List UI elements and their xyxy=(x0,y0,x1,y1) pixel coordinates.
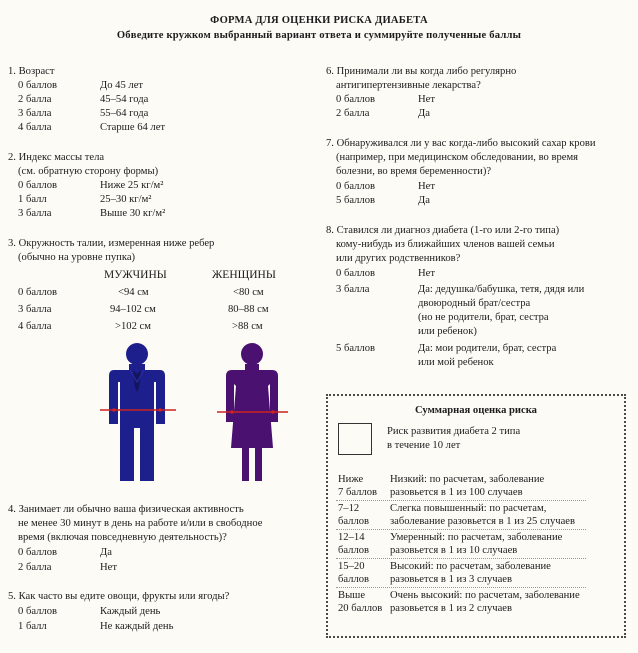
option-score: 3 балла xyxy=(336,284,370,295)
option-value: двоюродный брат/сестра xyxy=(418,298,531,309)
risk-description: Низкий: по расчетам, заболевание xyxy=(390,474,545,485)
option-value: Старше 64 лет xyxy=(100,122,166,133)
women-waist-value: 80–88 см xyxy=(228,304,269,315)
option-value: Выше 30 кг/м² xyxy=(100,208,166,219)
divider xyxy=(336,587,586,588)
women-waist-value: <80 см xyxy=(233,287,264,298)
women-waist-value: >88 см xyxy=(232,321,263,332)
option-score: 0 баллов xyxy=(336,181,376,192)
option-score: 1 балл xyxy=(18,194,47,205)
option-value: Да xyxy=(418,108,430,119)
option-score: 3 балла xyxy=(18,108,52,119)
option-score: 4 балла xyxy=(18,122,52,133)
question-meds-line1: 6. Принимали ли вы когда либо регулярно xyxy=(326,66,517,77)
risk-score-range: Ниже xyxy=(338,474,364,485)
risk-description: заболевание разовьется в 1 из 25 случаев xyxy=(390,516,575,527)
option-value: Каждый день xyxy=(100,606,161,617)
option-value: Нет xyxy=(100,562,117,573)
option-value: До 45 лет xyxy=(100,80,144,91)
option-score: 4 балла xyxy=(18,321,52,332)
option-score: 2 балла xyxy=(18,562,52,573)
question-family-line1: 8. Ставился ли диагноз диабета (1-го или 2-го типа) xyxy=(326,225,560,236)
option-score: 0 баллов xyxy=(18,606,58,617)
option-score: 0 баллов xyxy=(18,287,58,298)
risk-description: разовьется в 1 из 100 случаев xyxy=(390,487,523,498)
risk-score-range: 7 баллов xyxy=(338,487,378,498)
risk-score-range: баллов xyxy=(338,516,370,527)
risk-score-range: 15–20 xyxy=(338,561,365,572)
question-family-line3: или других родственников? xyxy=(336,253,461,264)
option-score: 2 балла xyxy=(336,108,370,119)
divider xyxy=(336,500,586,501)
men-label: МУЖЧИНЫ xyxy=(104,269,167,281)
risk-description: Высокий: по расчетам, заболевание xyxy=(390,561,551,572)
option-value: Нет xyxy=(418,94,435,105)
option-value: Нет xyxy=(418,268,435,279)
option-value: Да xyxy=(100,547,112,558)
option-score: 0 баллов xyxy=(18,180,58,191)
risk-score-range: 20 баллов xyxy=(338,603,383,614)
form-subtitle: Обведите кружком выбранный вариант ответа и суммируйте полученные баллы xyxy=(116,30,522,41)
option-score: 3 балла xyxy=(18,208,52,219)
option-score: 0 баллов xyxy=(336,94,376,105)
risk-score-range: 7–12 xyxy=(338,503,360,514)
risk-score-range: 12–14 xyxy=(338,532,365,543)
option-value: 25–30 кг/м² xyxy=(100,194,152,205)
option-score: 5 баллов xyxy=(336,195,376,206)
total-score-box[interactable] xyxy=(338,423,372,455)
risk-score-range: баллов xyxy=(338,574,370,585)
risk-description: разовьется в 1 из 3 случаев xyxy=(390,574,512,585)
question-sugar-line3: болезни, во время беременности)? xyxy=(336,166,492,177)
divider xyxy=(336,529,586,530)
risk-description: Слегка повышенный: по расчетам, xyxy=(390,503,547,514)
risk-label-line2: в течение 10 лет xyxy=(387,440,461,451)
question-waist-note: (обычно на уровне пупка) xyxy=(18,252,136,263)
question-vegetables-title: 5. Как часто вы едите овощи, фрукты или ягоды? xyxy=(8,591,230,602)
option-score: 0 баллов xyxy=(18,80,58,91)
risk-description: Очень высокий: по расчетам, заболевание xyxy=(390,590,580,601)
form-title: ФОРМА ДЛЯ ОЦЕНКИ РИСКА ДИАБЕТА xyxy=(210,15,428,26)
option-value: Нет xyxy=(418,181,435,192)
divider xyxy=(336,558,586,559)
option-value: Ниже 25 кг/м² xyxy=(100,180,164,191)
men-waist-value: 94–102 см xyxy=(110,304,156,315)
question-age-title: 1. Возраст xyxy=(8,66,55,77)
question-bmi-title: 2. Индекс массы тела xyxy=(8,152,105,163)
risk-description: разовьется в 1 из 10 случаев xyxy=(390,545,518,556)
option-value: 45–54 года xyxy=(100,94,149,105)
risk-description: Умеренный: по расчетам, заболевание xyxy=(390,532,563,543)
option-value: 55–64 года xyxy=(100,108,149,119)
question-activity-line3: время (включая повседневную деятельность)? xyxy=(18,532,227,543)
question-meds-line2: антигипертензивные лекарства? xyxy=(336,80,481,91)
question-sugar-line2: (например, при медицинском обследовании, во время xyxy=(336,152,579,163)
body-figures xyxy=(90,336,295,486)
question-activity-line2: не менее 30 минут в день на работе и/или в свободное xyxy=(18,518,263,529)
risk-score-range: Выше xyxy=(338,590,366,601)
option-value: Да xyxy=(418,195,430,206)
option-value: или мой ребенок xyxy=(418,357,494,368)
summary-title: Суммарная оценка риска xyxy=(415,405,537,416)
women-label: ЖЕНЩИНЫ xyxy=(212,269,276,281)
question-family-line2: кому-нибудь из ближайших членов вашей семьи xyxy=(336,239,555,250)
men-waist-value: <94 см xyxy=(118,287,149,298)
option-value: (но не родители, брат, сестра xyxy=(418,312,549,323)
option-score: 5 баллов xyxy=(336,343,376,354)
option-value: Да: мои родители, брат, сестра xyxy=(418,343,557,354)
option-score: 0 баллов xyxy=(336,268,376,279)
option-score: 2 балла xyxy=(18,94,52,105)
question-bmi-note: (см. обратную сторону формы) xyxy=(18,166,159,177)
question-sugar-line1: 7. Обнаруживался ли у вас когда-либо высокий сахар крови xyxy=(326,138,596,149)
question-waist-title: 3. Окружность талии, измеренная ниже ребер xyxy=(8,238,215,249)
option-score: 3 балла xyxy=(18,304,52,315)
option-score: 1 балл xyxy=(18,621,47,632)
man-figure-icon xyxy=(109,343,165,481)
option-value: или ребенок) xyxy=(418,326,477,337)
option-value: Да: дедушка/бабушка, тетя, дядя или xyxy=(418,284,585,295)
men-waist-value: >102 см xyxy=(115,321,151,332)
risk-description: разовьется в 1 из 2 случаев xyxy=(390,603,512,614)
option-score: 0 баллов xyxy=(18,547,58,558)
risk-label-line1: Риск развития диабета 2 типа xyxy=(387,426,521,437)
risk-score-range: баллов xyxy=(338,545,370,556)
option-value: Не каждый день xyxy=(100,621,174,632)
question-activity-line1: 4. Занимает ли обычно ваша физическая активность xyxy=(8,504,244,515)
